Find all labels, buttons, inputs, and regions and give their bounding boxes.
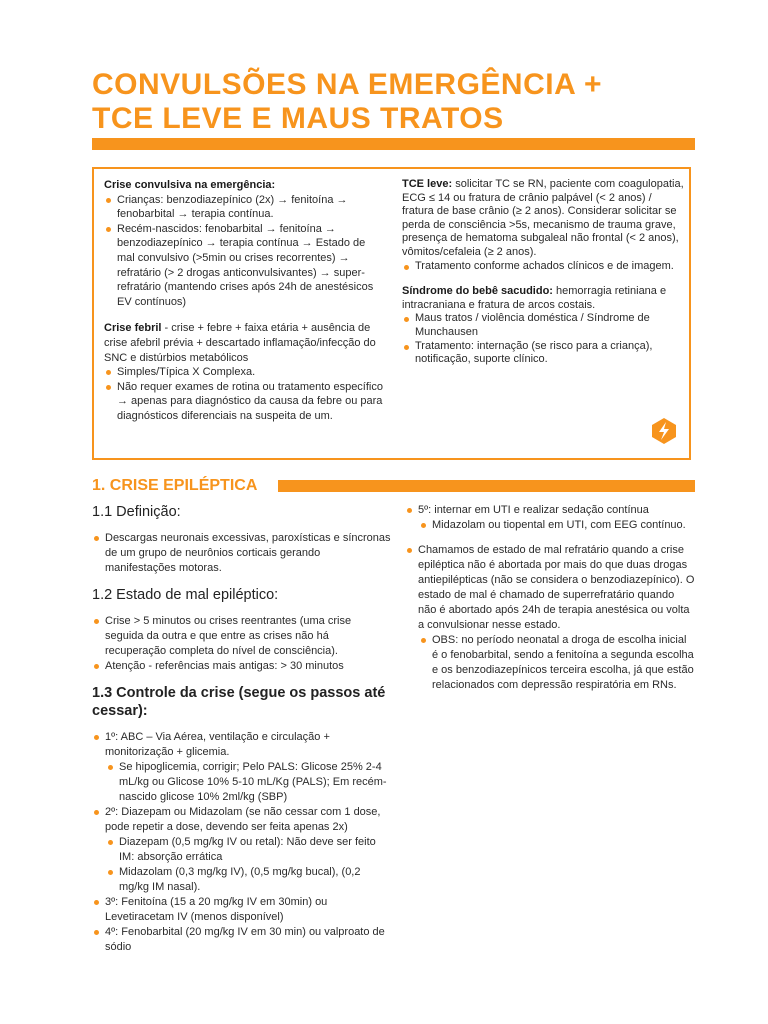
list-item: Não requer exames de rotina ou tratamento específico → apenas para diagnóstico da causa da febre ou para diagnósticos diferenciais na suspeita de um.: [104, 380, 384, 424]
tce-text: solicitar TC se RN, paciente com coagulopatia, ECG ≤ 14 ou fratura de crânio palpável (< 2 anos) / fratura de base crânio (≥ 2 anos). Considerar solicitar se perda de consciência >5s, mecanismo de trauma grave, presença de hematoma subgaleal não frontal (< 2 anos), vômitos/cefaleia (≥ 2 anos).: [402, 178, 684, 258]
summary-right-column: [402, 178, 684, 367]
list-item: Midazolam (0,3 mg/kg IV), (0,5 mg/kg bucal), (0,2 mg/kg IM nasal).: [106, 865, 392, 895]
main-left-column: [92, 503, 392, 955]
febrile-text: - crise + febre + faixa etária + ausência de crise afebril prévia + descartado inflamação/infecção do SNC e distúrbios metabólicos: [104, 322, 376, 364]
title-line-1: CONVULSÕES NA EMERGÊNCIA +: [92, 68, 603, 101]
list-item: Midazolam ou tiopental em UTI, com EEG contínuo.: [419, 518, 695, 533]
list-item: 1º: ABC – Via Aérea, ventilação e circulação + monitorização + glicemia.: [92, 730, 392, 760]
status-heading: 1.2 Estado de mal epiléptico:: [92, 587, 279, 603]
list-item: Atenção - referências mais antigas: > 30 minutos: [92, 659, 392, 674]
main-right-column: [405, 503, 695, 693]
list-item: Se hipoglicemia, corrigir; Pelo PALS: Glicose 25% 2-4 mL/kg ou Glicose 10% 5-10 mL/Kg (PALS); Em recém-nascido glicose 10% 2ml/kg (SBP): [106, 760, 392, 805]
shaken-baby-heading: Síndrome do bebê sacudido:: [402, 285, 553, 298]
summary-box: [92, 167, 691, 460]
seizure-list: [104, 193, 384, 310]
seizure-heading: Crise convulsiva na emergência:: [104, 179, 276, 191]
section-title: 1. CRISE EPILÉPTICA: [92, 476, 265, 496]
tce-heading: TCE leve:: [402, 178, 453, 190]
list-item: Tratamento: internação (se risco para a criança), notificação, suporte clínico.: [402, 340, 684, 367]
shaken-baby-text: hemorragia retiniana e intracraniana e fratura de arcos costais.: [402, 285, 667, 311]
list-item: 5º: internar em UTI e realizar sedação contínua: [405, 503, 695, 518]
title-line-2: TCE LEVE E MAUS TRATOS: [92, 102, 504, 135]
list-item: Maus tratos / violência doméstica / Síndrome de Munchausen: [402, 312, 684, 339]
shaken-baby-paragraph: [402, 285, 684, 312]
definition-heading: 1.1 Definição:: [92, 504, 181, 520]
step5-list: [405, 503, 695, 533]
list-item: Chamamos de estado de mal refratário quando a crise epiléptica não é abortada por mais do que duas drogas antiepilépticas (não se considera o benzodiazepínico). O estado de mal é chamado de superrefratário quando não é abortado após 24h de terapia anestésica ou volta a convulsionar nesse estado.: [405, 543, 695, 633]
status-list: [92, 614, 392, 674]
list-item: Recém-nascidos: fenobarbital → fenitoína → benzodiazepínico → terapia contínua → Estado de mal convulsivo (>5min ou crises recorrentes) → refratário (> 2 drogas anticonvulsivantes) → super-refratário (mantendo crises após 24h de anestésicos EV contínuos): [104, 222, 384, 310]
section-header: [92, 476, 695, 496]
tce-paragraph: [402, 178, 684, 260]
tce-list: [402, 260, 684, 274]
list-item: Descargas neuronais excessivas, paroxísticas e síncronas de um grupo de neurônios corticais gerando manifestações motoras.: [92, 531, 392, 576]
page-title: [92, 68, 712, 136]
febrile-heading: Crise febril: [104, 322, 162, 335]
definition-list: [92, 531, 392, 576]
list-item: Tratamento conforme achados clínicos e de imagem.: [402, 260, 684, 274]
list-item: 3º: Fenitoína (15 a 20 mg/kg IV em 30min) ou Levetiracetam IV (menos disponível): [92, 895, 392, 925]
list-item: Diazepam (0,5 mg/kg IV ou retal): Não deve ser feito IM: absorção errática: [106, 835, 392, 865]
list-item: 4º: Fenobarbital (20 mg/kg IV em 30 min) ou valproato de sódio: [92, 925, 392, 955]
list-item: 2º: Diazepam ou Midazolam (se não cessar com 1 dose, pode repetir a dose, devendo ser feita apenas 2x): [92, 805, 392, 835]
list-item: Crise > 5 minutos ou crises reentrantes (uma crise seguida da outra e que entre as crises não há recuperação completa do nível de consciência).: [92, 614, 392, 659]
list-item: Crianças: benzodiazepínico (2x) → fenitoína → fenobarbital → terapia contínua.: [104, 193, 384, 222]
section-bar: [278, 480, 695, 492]
control-heading: 1.3 Controle da crise (segue os passos até cessar):: [92, 685, 386, 719]
list-item: OBS: no período neonatal a droga de escolha inicial é o fenobarbital, sendo a fenitoína a segunda escolha e os benzodiazepínicos terceira escolha, já que estão relacionados com depressão respiratória em RNs.: [419, 633, 695, 693]
title-underline-bar: [92, 138, 695, 150]
control-list: [92, 730, 392, 955]
febrile-list: [104, 365, 384, 423]
lightning-logo-icon: [649, 416, 679, 446]
list-item: Simples/Típica X Complexa.: [104, 365, 384, 380]
summary-left-column: [104, 178, 384, 424]
refractory-list: [405, 543, 695, 693]
febrile-paragraph: [104, 321, 384, 365]
shaken-baby-list: [402, 312, 684, 366]
